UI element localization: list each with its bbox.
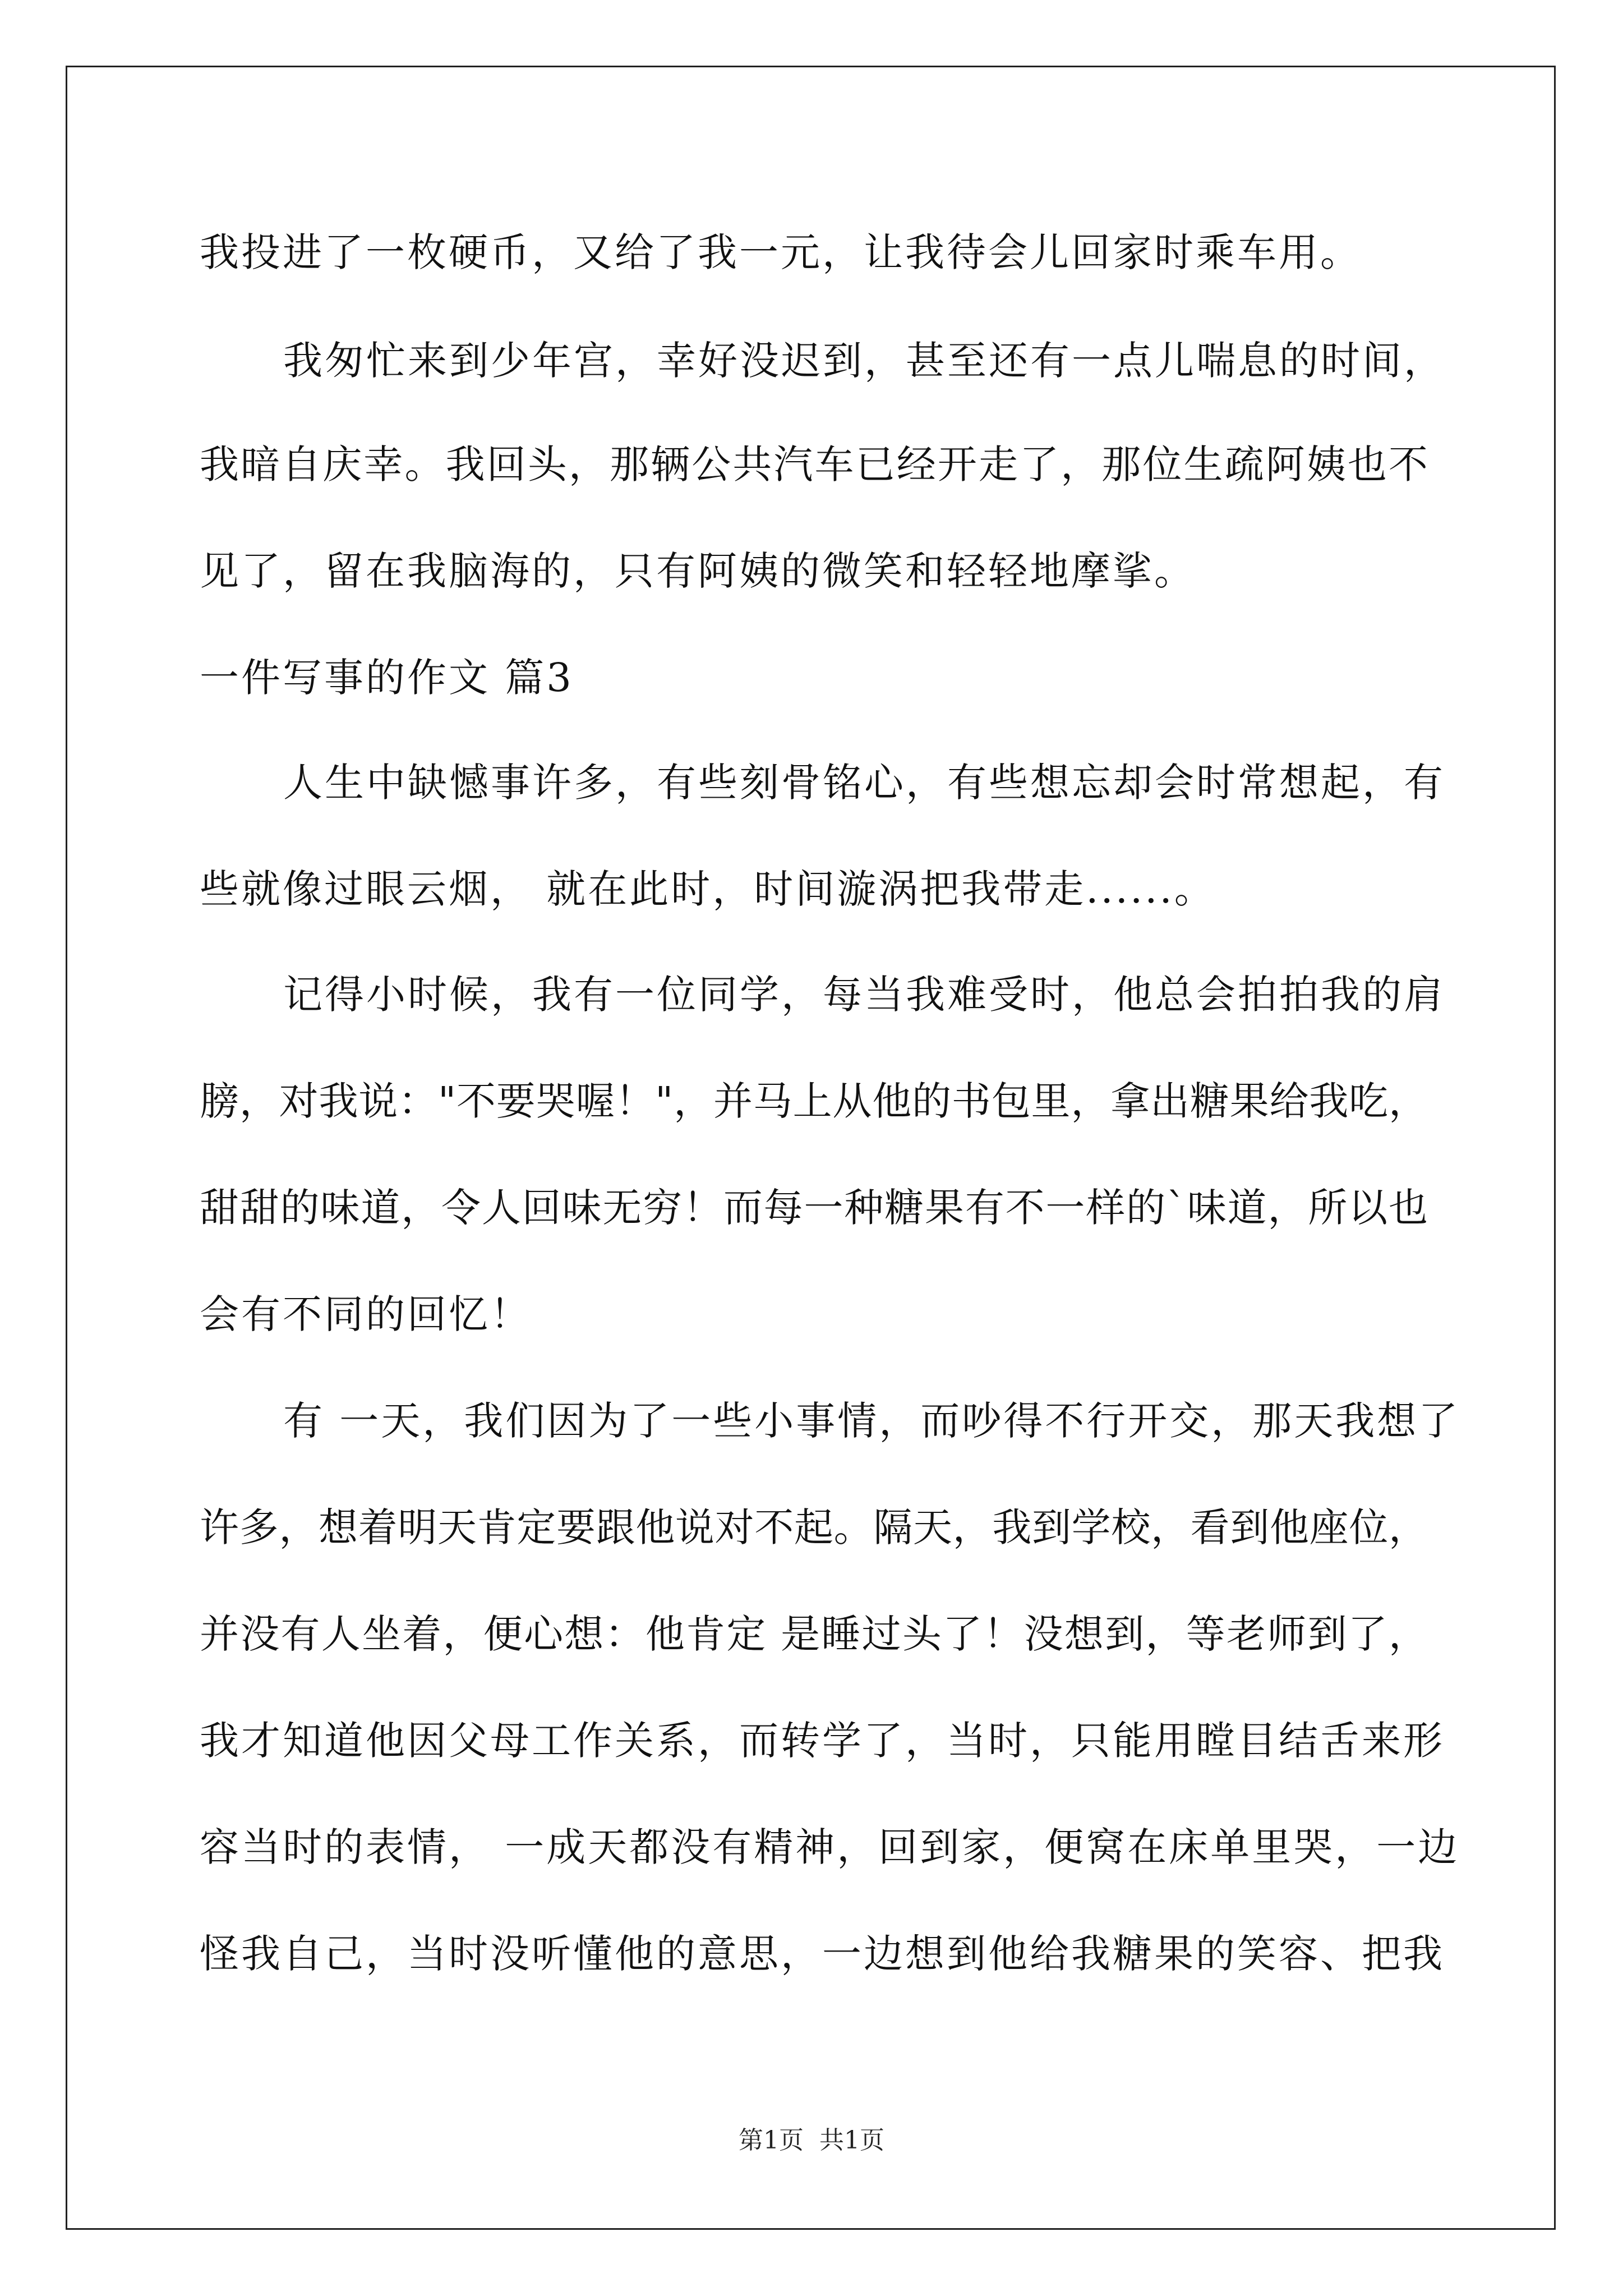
- page-border: [66, 66, 1556, 2230]
- text-line-7: 些就像过眼云烟， 就在此时，时间漩涡把我带走......。: [200, 866, 1216, 912]
- text-line-6: 人生中缺憾事许多，有些刻骨铭心，有些想忘却会时常想起，有: [283, 760, 1445, 806]
- text-line-12: 有 一天，我们因为了一些小事情，而吵得不行开交，那天我想了: [283, 1398, 1460, 1444]
- text-line-4: 见了，留在我脑海的，只有阿姨的微笑和轻轻地摩挲。: [200, 548, 1196, 594]
- text-line-15: 我才知道他因父母工作关系，而转学了，当时，只能用瞠目结舌来形: [200, 1718, 1445, 1764]
- text-line-2: 我匆忙来到少年宫，幸好没迟到，甚至还有一点儿喘息的时间，: [283, 338, 1445, 384]
- text-line-9: 膀，对我说："不要哭喔！"，并马上从他的书包里，拿出糖果给我吃，: [200, 1078, 1428, 1124]
- text-line-14: 并没有人坐着，便心想：他肯定 是睡过头了！没想到，等老师到了，: [200, 1611, 1428, 1657]
- text-line-17: 怪我自己，当时没听懂他的意思，一边想到他给我糖果的笑容、把我: [200, 1931, 1445, 1977]
- text-line-13: 许多，想着明天肯定要跟他说对不起。隔天，我到学校，看到他座位，: [200, 1504, 1428, 1550]
- text-line-3: 我暗自庆幸。我回头，那辆公共汽车已经开走了，那位生疏阿姨也不: [200, 441, 1428, 487]
- section-heading: 一件写事的作文 篇3: [200, 655, 574, 701]
- text-line-11: 会有不同的回忆！: [200, 1291, 532, 1337]
- text-line-8: 记得小时候，我有一位同学，每当我难受时，他总会拍拍我的肩: [283, 972, 1445, 1018]
- page-footer: 第1页 共1页: [739, 2126, 884, 2155]
- text-line-16: 容当时的表情， 一成天都没有精神，回到家，便窝在床单里哭，一边: [200, 1824, 1460, 1870]
- text-line-1: 我投进了一枚硬币，又给了我一元，让我待会儿回家时乘车用。: [200, 229, 1362, 275]
- text-line-10: 甜甜的味道，令人回味无穷！而每一种糖果有不一样的`味道，所以也: [200, 1185, 1428, 1231]
